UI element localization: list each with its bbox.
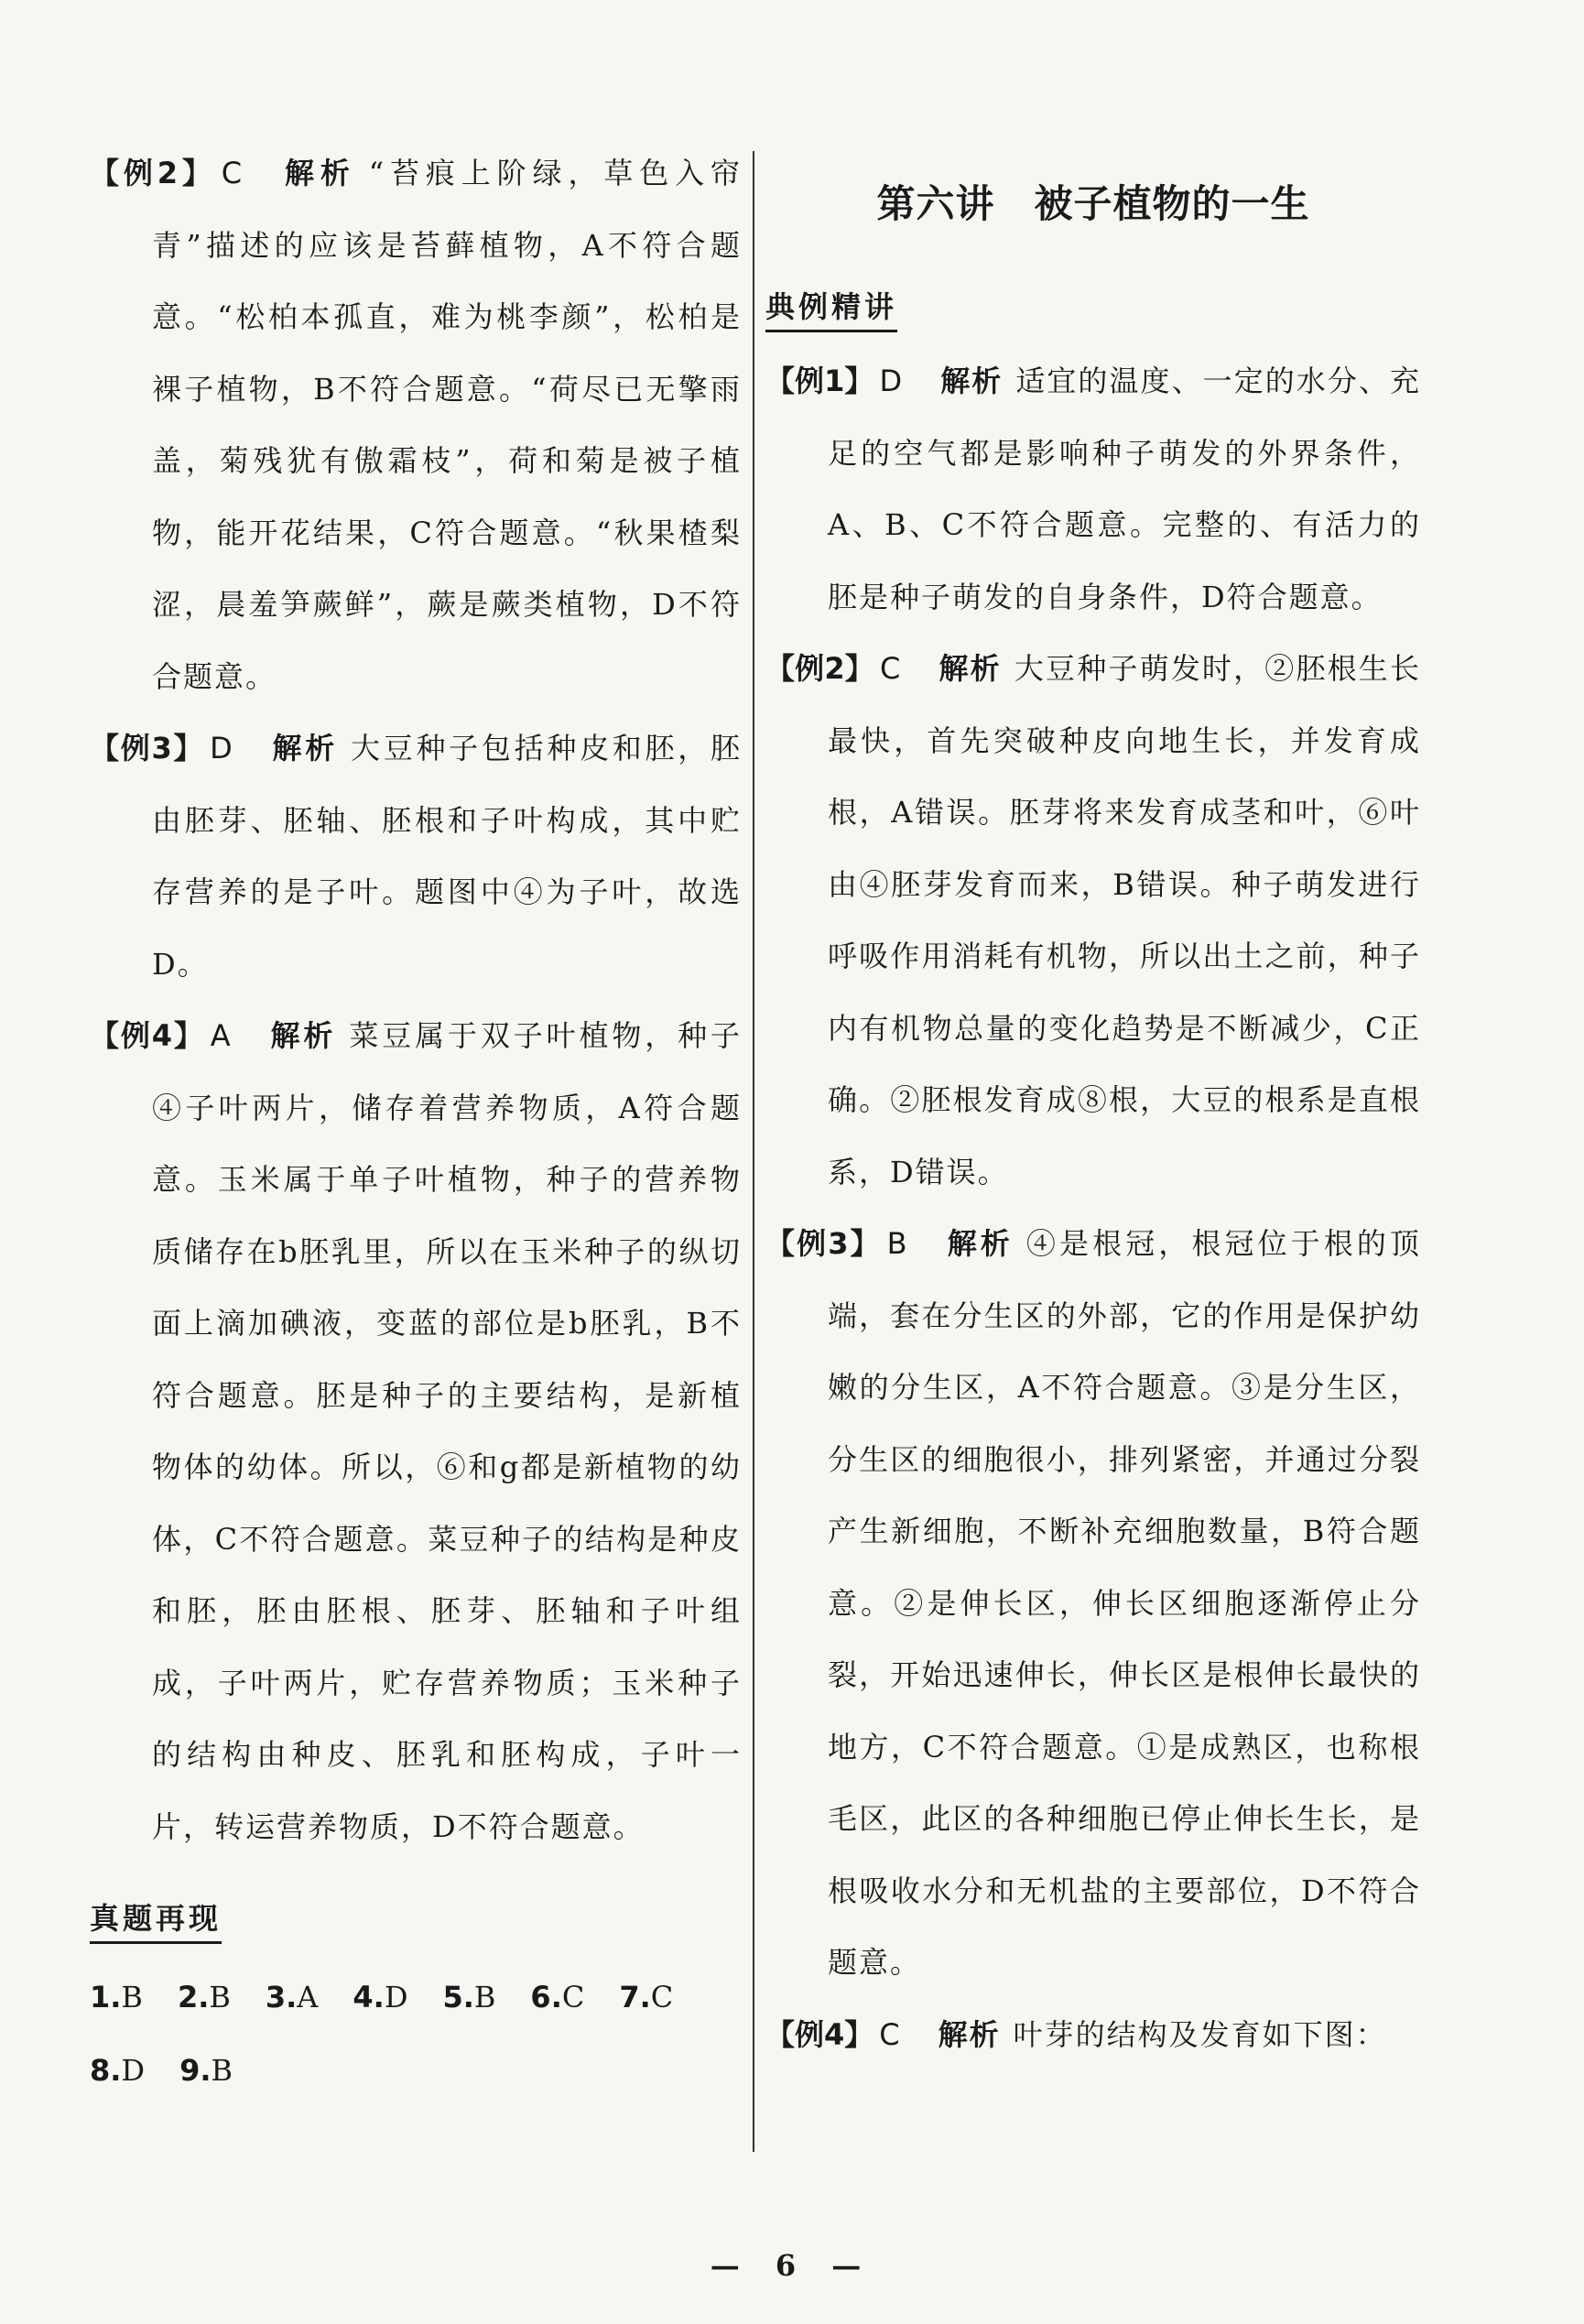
answer-item: 6.C <box>530 1980 585 2014</box>
answer-item: 2.B <box>177 1980 231 2014</box>
entry-text: 叶芽的结构及发育如下图： <box>1013 2016 1387 2052</box>
entry-label: 【例4】 <box>765 2016 874 2052</box>
chapter-title: 第六讲 被子植物的一生 <box>876 181 1310 226</box>
entry-keyword: 解析 <box>940 364 1004 398</box>
answer-entry-ex2 <box>90 137 742 712</box>
answer-entry-ex3 <box>765 1208 1421 1999</box>
answer-item: 4.D <box>353 1980 408 2014</box>
answer-entry-ex2 <box>765 633 1421 1208</box>
answer-entry-ex4 <box>765 1999 1421 2071</box>
entry-label: 【例4】 <box>90 1018 205 1053</box>
entry-label: 【例3】 <box>765 1226 882 1261</box>
page-number: — 6 — <box>710 2248 874 2283</box>
entry-text: ④是根冠，根冠位于根的顶端，套在分生区的外部，它的作用是保护幼嫩的分生区，A不符合题意。③是分生区，分生区的细胞很小，排列紧密，并通过分裂产生新细胞，不断补充细胞数量，B符合题意。②是伸长区，伸长区细胞逐渐停止分裂，开始迅速伸长，伸长区是根伸长最快的地方，C不符合题意。①是成熟区，也称根毛区，此区的各种细胞已停止伸长生长，是根吸收水分和无机盐的主要部位，D不符合题意。 <box>828 1226 1421 1980</box>
entry-answer: D <box>879 364 905 398</box>
section-title-real-exam: 真题再现 <box>90 1895 222 1944</box>
entry-text: 大豆种子包括种皮和胚，胚由胚芽、胚轴、胚根和子叶构成，其中贮存营养的是子叶。题图中④为子叶，故选D。 <box>152 731 742 982</box>
entry-answer: C <box>879 651 903 686</box>
right-column <box>765 137 1421 2070</box>
entry-keyword: 解析 <box>938 2016 1001 2052</box>
entry-answer: D <box>210 731 234 766</box>
left-column <box>90 137 742 2107</box>
column-divider <box>753 151 754 2152</box>
answer-entry-ex3 <box>90 712 742 1000</box>
entry-label: 【例3】 <box>90 731 205 766</box>
answer-entry-ex1 <box>765 345 1421 633</box>
entry-answer: B <box>886 1226 909 1261</box>
answers-row-1 <box>90 1960 742 2034</box>
entry-text: 菜豆属于双子叶植物，种子④子叶两片，储存着营养物质，A符合题意。玉米属于单子叶植物，种子的营养物质储存在b胚乳里，所以在玉米种子的纵切面上滴加碘液，变蓝的部位是b胚乳，B不符合题意。胚是种子的主要结构，是新植物体的幼体。所以，⑥和g都是新植物的幼体，C不符合题意。菜豆种子的结构是种皮和胚，胚由胚根、胚芽、胚轴和子叶组成，子叶两片，贮存营养物质；玉米种子的结构由种皮、胚乳和胚构成，子叶一片，转运营养物质，D不符合题意。 <box>152 1018 742 1844</box>
entry-keyword: 解析 <box>270 731 338 766</box>
answer-item: 9.B <box>179 2053 233 2088</box>
answer-item: 1.B <box>90 1980 143 2014</box>
section-title-examples: 典例精讲 <box>765 284 897 332</box>
entry-answer: C <box>221 156 244 190</box>
entry-label: 【例2】 <box>90 156 216 190</box>
entry-label: 【例1】 <box>765 364 874 398</box>
entry-label: 【例2】 <box>765 651 874 686</box>
answer-item: 8.D <box>90 2053 146 2088</box>
entry-text: 适宜的温度、一定的水分、充足的空气都是影响种子萌发的外界条件，A、B、C不符合题意。完整的、有活力的胚是种子萌发的自身条件，D符合题意。 <box>828 364 1421 614</box>
entry-keyword: 解析 <box>280 156 356 190</box>
entry-answer: A <box>210 1018 233 1053</box>
answers-row-2 <box>90 2034 742 2107</box>
entry-keyword: 解析 <box>945 1226 1014 1261</box>
entry-keyword: 解析 <box>268 1018 337 1053</box>
entry-answer: C <box>879 2016 902 2052</box>
answer-item: 5.B <box>442 1980 496 2014</box>
entry-text: 大豆种子萌发时，②胚根生长最快，首先突破种皮向地生长，并发育成根，A错误。胚芽将来发育成茎和叶，⑥叶由④胚芽发育而来，B错误。种子萌发进行呼吸作用消耗有机物，所以出土之前，种子内有机物总量的变化趋势是不断减少，C正确。②胚根发育成⑧根，大豆的根系是直根系，D错误。 <box>828 651 1421 1189</box>
answer-item: 7.C <box>619 1980 674 2014</box>
answer-entry-ex4 <box>90 1000 742 1862</box>
entry-text: “苔痕上阶绿，草色入帘青”描述的应该是苔藓植物，A不符合题意。“松柏本孤直，难为桃李颜”，松柏是裸子植物，B不符合题意。“荷尽已无擎雨盖，菊残犹有傲霜枝”，荷和菊是被子植物，能开花结果，C符合题意。“秋果楂梨涩，晨羞笋蕨鲜”，蕨是蕨类植物，D不符合题意。 <box>152 156 742 694</box>
answer-item: 3.A <box>265 1980 319 2014</box>
entry-keyword: 解析 <box>938 651 1002 686</box>
